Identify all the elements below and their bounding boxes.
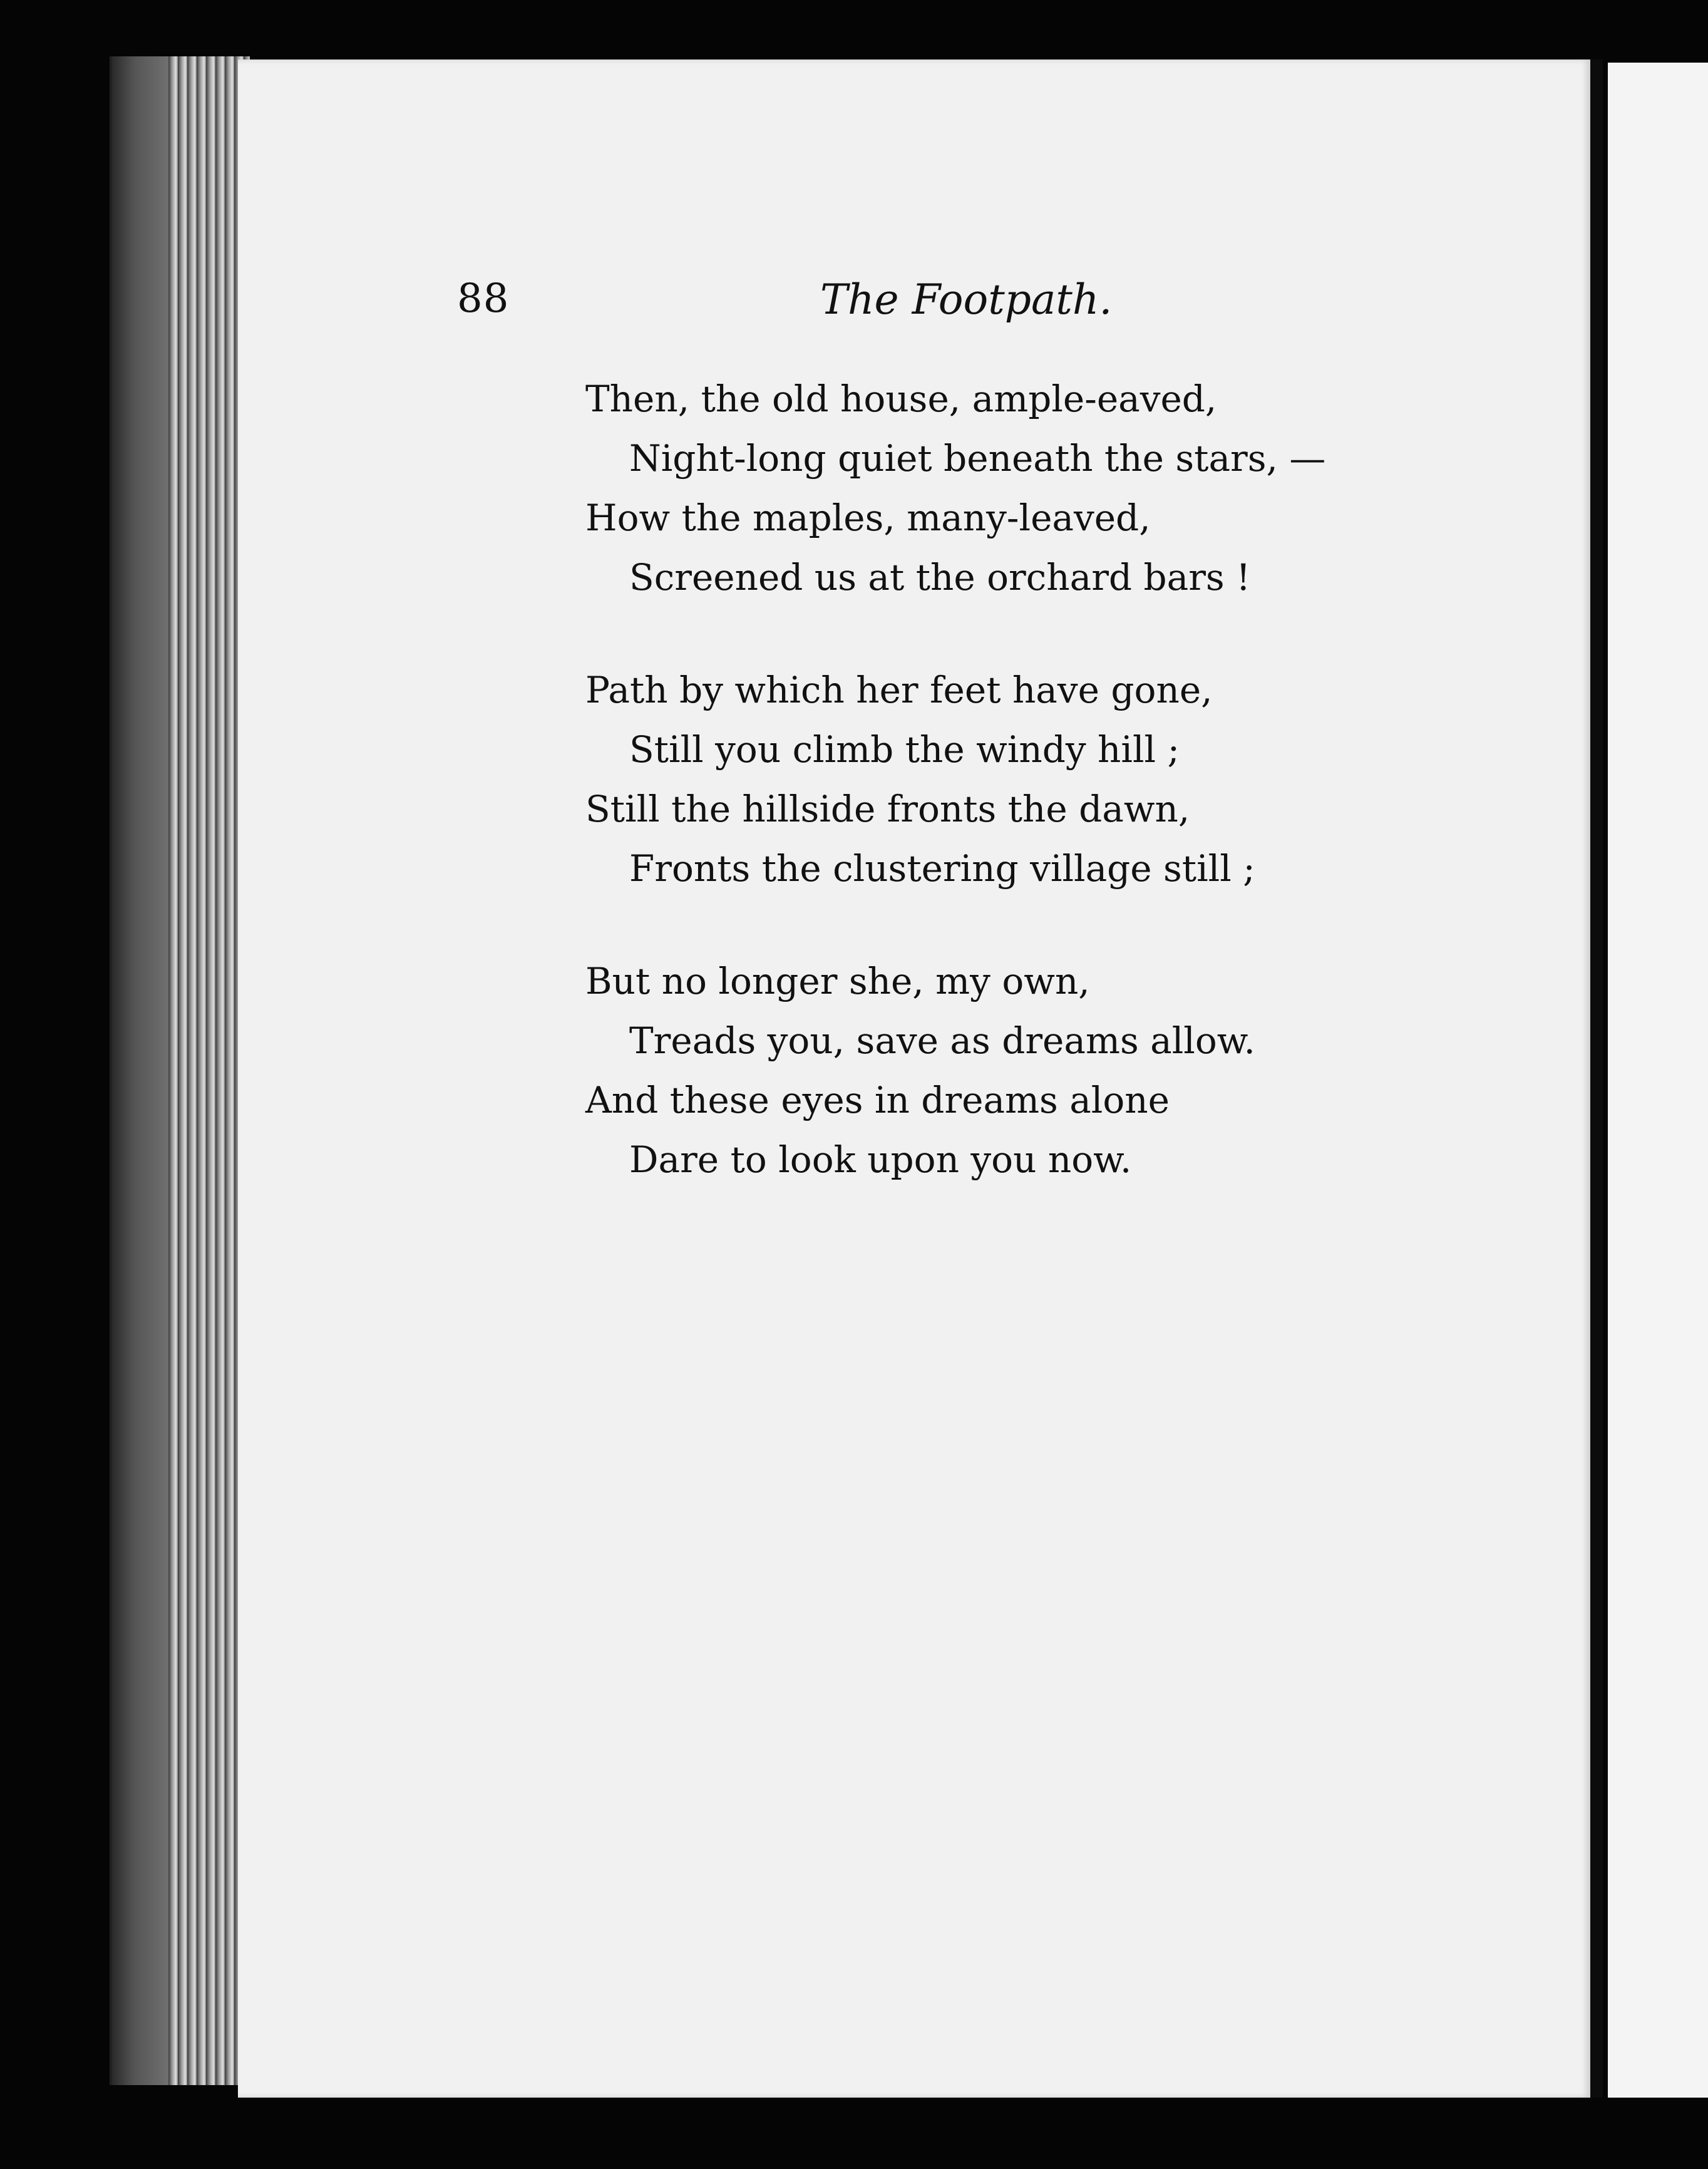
running-title: The Footpath. — [820, 276, 1113, 324]
poem-line: Night-long quiet beneath the stars, — — [629, 437, 1326, 480]
facing-page-edge — [1608, 63, 1708, 2098]
poem-line: Then, the old house, ample-eaved, — [585, 378, 1217, 420]
poem-line: And these eyes in dreams alone — [585, 1079, 1170, 1121]
poem-line: Path by which her feet have gone, — [585, 669, 1213, 711]
page-number: 88 — [457, 276, 510, 322]
poem-line: Screened us at the orchard bars ! — [629, 556, 1251, 599]
stanza-gap — [585, 899, 1325, 952]
stanza-2 — [585, 661, 1325, 899]
poem-line: Treads you, save as dreams allow. — [629, 1019, 1255, 1062]
stanza-gap — [585, 607, 1325, 661]
stanza-1 — [585, 369, 1325, 607]
poem-line: Still the hillside fronts the dawn, — [585, 788, 1190, 830]
stanza-3 — [585, 952, 1325, 1190]
page-gutter — [1590, 59, 1603, 2098]
page-edges — [110, 56, 250, 2085]
poem-line: Fronts the clustering village still ; — [629, 847, 1255, 890]
poem-line: How the maples, many-leaved, — [585, 497, 1151, 539]
poem-line: But no longer she, my own, — [585, 960, 1090, 1002]
poem-body — [585, 369, 1325, 1190]
poem-line: Dare to look upon you now. — [629, 1138, 1132, 1181]
poem-line: Still you climb the windy hill ; — [629, 728, 1180, 771]
